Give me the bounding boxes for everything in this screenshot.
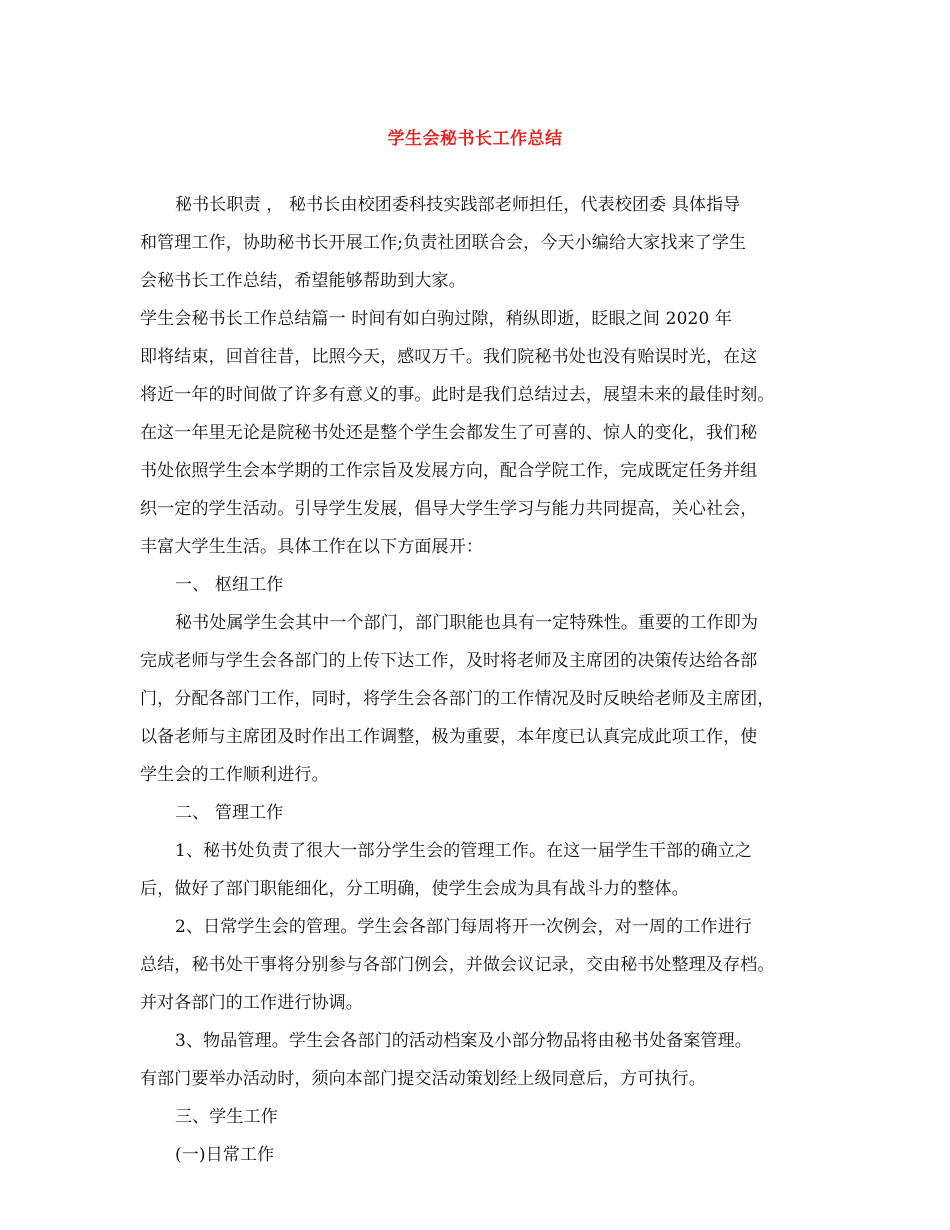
- document-body: [140, 186, 818, 1174]
- text-line: 会秘书长工作总结，希望能够帮助到大家。: [140, 271, 466, 291]
- text-line: 秘书处属学生会其中一个部门，部门职能也具有一定特殊性。重要的工作即为: [175, 613, 759, 633]
- text-line: 丰富大学生生活。具体工作在以下方面展开：: [140, 537, 483, 557]
- text-line: 1、秘书处负责了很大一部分学生会的管理工作。在这一届学生干部的确立之: [175, 841, 752, 861]
- text-line: 学生会的工作顺利进行。: [140, 765, 329, 785]
- text-line: 将近一年的时间做了许多有意义的事。此时是我们总结过去，展望未来的最佳时刻。: [140, 385, 775, 405]
- text-line: 完成老师与学生会各部门的上传下达工作，及时将老师及主席团的决策传达给各部: [140, 651, 758, 671]
- text-line: 秘书长职责 ， 秘书长由校团委科技实践部老师担任，代表校团委 具体指导: [175, 195, 741, 215]
- document-title: 学生会秘书长工作总结: [387, 129, 563, 149]
- text-line: 和管理工作，协助秘书长开展工作;负责社团联合会，今天小编给大家找来了学生: [140, 233, 747, 253]
- text-line: 门，分配各部门工作，同时，将学生会各部门的工作情况及时反映给老师及主席团，: [140, 689, 775, 709]
- text-line: (一)日常工作: [175, 1145, 275, 1165]
- text-line: 2、日常学生会的管理。学生会各部门每周将开一次例会，对一周的工作进行: [175, 917, 752, 937]
- text-line: 并对各部门的工作进行协调。: [140, 993, 363, 1013]
- text-line: 即将结束，回首往昔，比照今天，感叹万千。我们院秘书处也没有贻误时光，在这: [140, 347, 758, 367]
- text-line: 后，做好了部门职能细化，分工明确，使学生会成为具有战斗力的整体。: [140, 879, 689, 899]
- text-line: 二、 管理工作: [175, 803, 284, 823]
- text-line: 3、物品管理。学生会各部门的活动档案及小部分物品将由秘书处备案管理。: [175, 1031, 752, 1051]
- text-line: 三、学生工作: [175, 1107, 278, 1127]
- text-line: 有部门要举办活动时，须向本部门提交活动策划经上级同意后，方可执行。: [140, 1069, 706, 1089]
- text-line: 学生会秘书长工作总结篇一 时间有如白驹过隙，稍纵即逝，眨眼之间 2020 年: [140, 309, 733, 329]
- text-line: 以备老师与主席团及时作出工作调整，极为重要，本年度已认真完成此项工作，使: [140, 727, 758, 747]
- text-line: 一、 枢纽工作: [175, 575, 284, 595]
- text-line: 书处依照学生会本学期的工作宗旨及发展方向，配合学院工作，完成既定任务并组: [140, 461, 758, 481]
- text-line: 总结，秘书处干事将分别参与各部门例会，并做会议记录，交由秘书处整理及存档。: [140, 955, 775, 975]
- text-line: 织一定的学生活动。引导学生发展，倡导大学生学习与能力共同提高，关心社会，: [140, 499, 758, 519]
- text-line: 在这一年里无论是院秘书处还是整个学生会都发生了可喜的、惊人的变化，我们秘: [140, 423, 758, 443]
